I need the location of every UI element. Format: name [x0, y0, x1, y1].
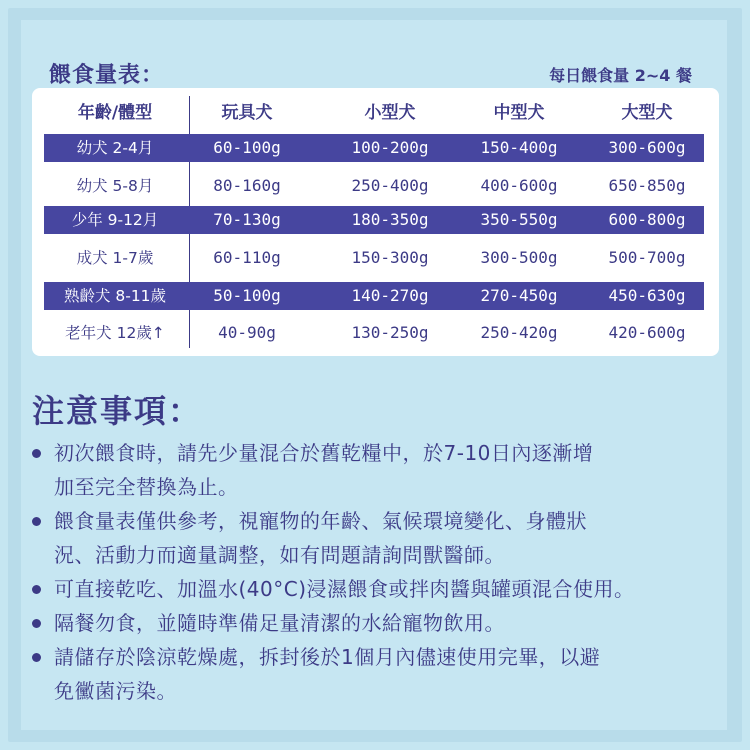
toy-dog-amount: 40-90g — [218, 323, 276, 342]
list-item — [32, 504, 732, 572]
medium-dog-amount: 250-420g — [480, 323, 558, 342]
toy-dog-amount: 80-160g — [213, 176, 281, 195]
note-text-line: 可直接乾吃、加溫水(40°C)浸濕餵食或拌肉醬與罐頭混合使用。 — [54, 577, 635, 601]
note-text-line: 初次餵食時，請先少量混合於舊乾糧中，於7-10日內逐漸增 — [54, 441, 594, 465]
note-text-line: 況、活動力而適量調整，如有問題請詢問獸醫師。 — [54, 543, 505, 567]
large-dog-amount: 450-630g — [608, 286, 686, 305]
large-dog-amount: 300-600g — [608, 138, 686, 157]
medium-dog-amount: 300-500g — [480, 248, 558, 267]
toy-dog-amount: 70-130g — [213, 210, 281, 229]
note-text-line: 隔餐勿食，並隨時準備足量清潔的水給寵物飲用。 — [54, 611, 505, 635]
table-row — [44, 206, 704, 234]
large-dog-amount: 650-850g — [608, 176, 686, 195]
toy-dog-amount: 60-100g — [213, 138, 281, 157]
header-medium-dog: 中型犬 — [493, 103, 545, 123]
header-toy-dog: 玩具犬 — [221, 103, 273, 123]
large-dog-amount: 600-800g — [608, 210, 686, 229]
small-dog-amount: 250-400g — [351, 176, 429, 195]
table-row — [44, 319, 704, 347]
bullet-dot-icon — [32, 653, 41, 662]
medium-dog-amount: 150-400g — [480, 138, 558, 157]
note-text-line: 加至完全替換為止。 — [54, 475, 239, 499]
list-item — [32, 436, 732, 504]
header-age-size: 年齡/體型 — [77, 103, 153, 123]
row-age-label: 熟齡犬 8-11歲 — [63, 287, 167, 305]
table-header-row — [44, 99, 704, 127]
notes-title: 注意事項： — [32, 392, 203, 430]
feeding-table-title: 餵食量表： — [49, 63, 165, 88]
list-item — [32, 640, 732, 708]
table-row — [44, 282, 704, 310]
small-dog-amount: 140-270g — [351, 286, 429, 305]
row-age-label: 成犬 1-7歲 — [76, 249, 154, 267]
large-dog-amount: 420-600g — [608, 323, 686, 342]
bullet-dot-icon — [32, 619, 41, 628]
small-dog-amount: 150-300g — [351, 248, 429, 267]
table-row — [44, 244, 704, 272]
note-text-line: 免黴菌污染。 — [54, 679, 177, 703]
toy-dog-amount: 60-110g — [213, 248, 281, 267]
row-age-label: 老年犬 12歲↑ — [65, 324, 165, 342]
medium-dog-amount: 400-600g — [480, 176, 558, 195]
list-item — [32, 606, 732, 640]
row-age-label: 少年 9-12月 — [71, 211, 159, 229]
toy-dog-amount: 50-100g — [213, 286, 281, 305]
small-dog-amount: 100-200g — [351, 138, 429, 157]
small-dog-amount: 180-350g — [351, 210, 429, 229]
bullet-dot-icon — [32, 449, 41, 458]
note-text-line: 餵食量表僅供參考，視寵物的年齡、氣候環境變化、身體狀 — [54, 509, 587, 533]
medium-dog-amount: 270-450g — [480, 286, 558, 305]
large-dog-amount: 500-700g — [608, 248, 686, 267]
notes-list — [32, 436, 732, 708]
row-age-label: 幼犬 5-8月 — [76, 177, 154, 195]
meals-per-day-note: 每日餵食量 2~4 餐 — [549, 66, 692, 85]
header-small-dog: 小型犬 — [364, 103, 416, 123]
small-dog-amount: 130-250g — [351, 323, 429, 342]
note-text-line: 請儲存於陰涼乾燥處，拆封後於1個月內儘速使用完畢，以避 — [54, 645, 601, 669]
row-age-label: 幼犬 2-4月 — [76, 139, 154, 157]
list-item — [32, 572, 732, 606]
table-row — [44, 172, 704, 200]
bullet-dot-icon — [32, 585, 41, 594]
bullet-dot-icon — [32, 517, 41, 526]
medium-dog-amount: 350-550g — [480, 210, 558, 229]
table-row — [44, 134, 704, 162]
header-large-dog: 大型犬 — [621, 103, 673, 123]
